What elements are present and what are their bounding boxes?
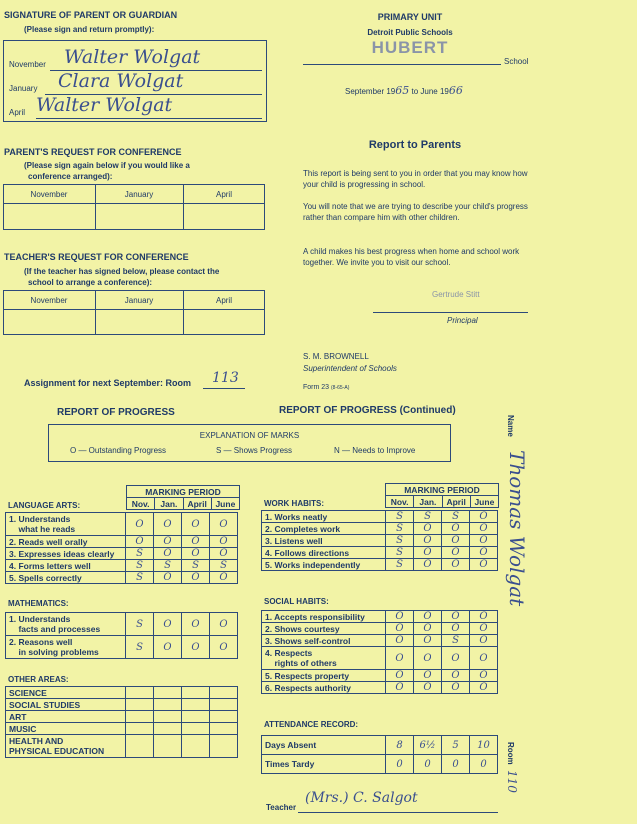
la-row-4-label: 4. Forms letters well <box>6 560 126 572</box>
legend-outstanding: O — Outstanding Progress <box>70 446 167 455</box>
mark <box>182 735 210 758</box>
principal-stamp: Gertrude Stitt <box>432 290 480 299</box>
mark: O <box>470 682 498 694</box>
mark: O <box>442 682 470 694</box>
parent-conference-title: PARENT'S REQUEST FOR CONFERENCE <box>4 147 182 157</box>
mark: O <box>210 636 238 659</box>
mark: O <box>126 513 154 536</box>
mark: O <box>182 613 210 636</box>
mark: O <box>470 523 498 535</box>
mark: S <box>126 560 154 572</box>
wh-row-2-label: 2. Completes work <box>262 523 386 535</box>
explanation-title: EXPLANATION OF MARKS <box>199 431 300 440</box>
explanation-box <box>48 424 451 462</box>
school-year <box>345 84 463 97</box>
signature-november: Walter Wolgat <box>64 46 201 68</box>
mark: S <box>210 560 238 572</box>
parent-conference-sub2: conference arranged): <box>28 172 113 181</box>
mark <box>182 711 210 723</box>
name-label: Name <box>506 415 515 437</box>
mark: O <box>414 523 442 535</box>
mark: O <box>414 635 442 647</box>
mark <box>210 723 238 735</box>
sh-row-6-label: 6. Respects authority <box>262 682 386 694</box>
mark <box>210 711 238 723</box>
other-social-studies: SOCIAL STUDIES <box>6 699 126 711</box>
mark: O <box>154 548 182 560</box>
mark: S <box>386 535 414 547</box>
mark: O <box>414 670 442 682</box>
teacher-conference-sub2: school to arrange a conference): <box>28 278 153 287</box>
mark: O <box>470 623 498 635</box>
mark: S <box>386 547 414 559</box>
mark: S <box>386 559 414 571</box>
parent-conference-sub1: (Please sign again below if you would like a <box>24 161 190 170</box>
mark: O <box>414 623 442 635</box>
language-arts-table <box>5 512 238 584</box>
mark: 0 <box>386 755 414 774</box>
teacher-conf-january: January <box>124 296 154 305</box>
mark <box>126 735 154 758</box>
mark: O <box>414 647 442 670</box>
mark: O <box>154 613 182 636</box>
signature-title: SIGNATURE OF PARENT OR GUARDIAN <box>4 10 178 20</box>
form-code: (8-65-A) <box>331 385 350 391</box>
report-to-parents-title: Report to Parents <box>368 139 462 151</box>
mark: O <box>182 636 210 659</box>
mark <box>126 687 154 699</box>
mark: O <box>386 670 414 682</box>
mark: O <box>414 682 442 694</box>
mark: 5 <box>442 736 470 755</box>
wh-row-5-label: 5. Works independently <box>262 559 386 571</box>
room-value: 110 <box>505 770 519 793</box>
period-nov: Nov. <box>386 496 414 508</box>
other-health-line1: HEALTH AND <box>9 736 64 746</box>
superintendent-title: Superintendent of Schools <box>303 364 397 373</box>
language-arts-title: LANGUAGE ARTS: <box>8 501 81 510</box>
mark <box>154 699 182 711</box>
assignment-room: 113 <box>212 370 239 386</box>
sh-row-5-label: 5. Respects property <box>262 670 386 682</box>
assignment-label: Assignment for next September: Room <box>24 378 192 388</box>
mark: O <box>182 572 210 584</box>
primary-unit: PRIMARY UNIT <box>377 12 443 22</box>
math-row-2-text2: in solving problems <box>18 647 99 657</box>
period-april: April <box>442 496 470 508</box>
room-label: Room <box>506 742 515 765</box>
mark: O <box>442 623 470 635</box>
mark: S <box>442 511 470 523</box>
mark: O <box>386 635 414 647</box>
la-row-5-label: 5. Spells correctly <box>6 572 126 584</box>
year-prefix: September 19 <box>345 87 396 96</box>
year-end: 66 <box>448 84 463 97</box>
legend-shows: S — Shows Progress <box>216 446 293 455</box>
other-areas-table <box>5 686 238 758</box>
period-april: April <box>183 498 211 510</box>
mark: O <box>442 611 470 623</box>
mark: O <box>210 613 238 636</box>
attendance-table <box>261 735 498 774</box>
intro-paragraph-1: This report is being sent to you in order that you may know how your child is progressing in school. <box>303 169 528 189</box>
language-arts-header <box>126 485 240 510</box>
year-start: 65 <box>395 84 410 97</box>
mark: O <box>210 548 238 560</box>
mark: O <box>470 559 498 571</box>
mark: O <box>442 647 470 670</box>
work-habits-title: WORK HABITS: <box>264 499 324 508</box>
sh-row-1-label: 1. Accepts responsibility <box>262 611 386 623</box>
la-row-1-text: 1. Understands <box>9 514 71 524</box>
mark: S <box>126 548 154 560</box>
period-june: June <box>211 498 239 510</box>
mark: O <box>470 647 498 670</box>
mark: O <box>126 536 154 548</box>
period-nov: Nov. <box>127 498 155 510</box>
mark: O <box>210 536 238 548</box>
mark: S <box>126 572 154 584</box>
mark <box>126 723 154 735</box>
mark: S <box>386 523 414 535</box>
teacher-conf-april: April <box>215 296 232 305</box>
mark: S <box>386 511 414 523</box>
other-science: SCIENCE <box>6 687 126 699</box>
mark: O <box>470 635 498 647</box>
superintendent-name: S. M. BROWNELL <box>303 352 369 361</box>
signature-subtitle: (Please sign and return promptly): <box>24 25 155 34</box>
form-label: Form 23 <box>303 384 330 391</box>
mark: 10 <box>470 736 498 755</box>
mark: O <box>414 535 442 547</box>
sh-row-4-label <box>262 647 386 670</box>
mark: O <box>442 523 470 535</box>
legend-needs: N — Needs to Improve <box>334 446 416 455</box>
mark: O <box>154 513 182 536</box>
mark: O <box>182 548 210 560</box>
mark: O <box>210 513 238 536</box>
mark: S <box>442 635 470 647</box>
mark: O <box>414 611 442 623</box>
la-row-2-label: 2. Reads well orally <box>6 536 126 548</box>
mark: 0 <box>442 755 470 774</box>
math-row-2-label <box>6 636 126 659</box>
progress-title-right: REPORT OF PROGRESS (Continued) <box>279 405 456 416</box>
mark: O <box>470 511 498 523</box>
mark: 0 <box>414 755 442 774</box>
math-row-1-text2: facts and processes <box>18 624 101 634</box>
parent-conf-november: November <box>30 190 68 199</box>
other-areas-title: OTHER AREAS: <box>8 675 69 684</box>
mark: O <box>154 572 182 584</box>
mark: O <box>154 536 182 548</box>
mark: O <box>442 535 470 547</box>
other-health-line2: PHYSICAL EDUCATION <box>9 746 105 756</box>
sh-row-3-label: 3. Shows self-control <box>262 635 386 647</box>
mark <box>210 699 238 711</box>
mark <box>126 699 154 711</box>
intro-paragraph-2: You will note that we are trying to describe your child's progress rather than compare him with other children. <box>303 202 528 222</box>
signature-april: Walter Wolgat <box>36 94 173 116</box>
mark: S <box>126 636 154 659</box>
mark: O <box>386 682 414 694</box>
mark: O <box>182 513 210 536</box>
mark: O <box>470 547 498 559</box>
sh-row-4-text2: rights of others <box>274 658 337 668</box>
intro-paragraph-3: A child makes his best progress when home and school work together. We invite you to visit our school. <box>303 247 520 267</box>
teacher-conf-november: November <box>30 296 68 305</box>
sig-label-november: November <box>9 60 46 69</box>
la-row-1-label <box>6 513 126 536</box>
year-mid: to June 19 <box>411 87 449 96</box>
mark: S <box>154 560 182 572</box>
sig-label-april: April <box>9 108 26 117</box>
mark: O <box>470 611 498 623</box>
signature-january: Clara Wolgat <box>58 70 184 92</box>
mark <box>154 711 182 723</box>
math-row-1-text: 1. Understands <box>9 614 71 624</box>
teacher-conference-title: TEACHER'S REQUEST FOR CONFERENCE <box>4 252 189 262</box>
parent-conf-january: January <box>124 190 154 199</box>
social-habits-title: SOCIAL HABITS: <box>264 597 329 606</box>
days-absent-label: Days Absent <box>262 736 386 755</box>
times-tardy-label: Times Tardy <box>262 755 386 774</box>
teacher-conference-sub1: (If the teacher has signed below, please contact the <box>24 267 220 276</box>
math-table <box>5 612 238 659</box>
mark: O <box>470 535 498 547</box>
social-habits-table <box>261 610 498 694</box>
mark: O <box>386 611 414 623</box>
mark <box>182 699 210 711</box>
mark: O <box>442 547 470 559</box>
mark: O <box>210 572 238 584</box>
mark <box>154 723 182 735</box>
school-label: School <box>504 57 529 66</box>
mark <box>210 687 238 699</box>
la-row-3-label: 3. Expresses ideas clearly <box>6 548 126 560</box>
mark <box>210 735 238 758</box>
attendance-title: ATTENDANCE RECORD: <box>264 720 359 729</box>
mark: S <box>126 613 154 636</box>
parent-conf-april: April <box>215 190 232 199</box>
mark: O <box>386 647 414 670</box>
mark: O <box>470 670 498 682</box>
student-name: Thomas Wolgat <box>505 450 529 607</box>
wh-row-3-label: 3. Listens well <box>262 535 386 547</box>
sh-row-4-text: 4. Respects <box>265 648 313 658</box>
mark: O <box>414 547 442 559</box>
other-music: MUSIC <box>6 723 126 735</box>
progress-title-left: REPORT OF PROGRESS <box>57 407 175 418</box>
mark: O <box>154 636 182 659</box>
period-june: June <box>470 496 498 508</box>
mark: 0 <box>470 755 498 774</box>
mark <box>126 711 154 723</box>
mark: O <box>182 536 210 548</box>
mark <box>182 687 210 699</box>
math-row-2-text: 2. Reasons well <box>9 637 73 647</box>
school-stamp: HUBERT <box>371 38 449 57</box>
la-row-1-text2: what he reads <box>18 524 76 534</box>
mark: 8 <box>386 736 414 755</box>
period-jan: Jan. <box>414 496 442 508</box>
other-art: ART <box>6 711 126 723</box>
wh-row-4-label: 4. Follows directions <box>262 547 386 559</box>
work-habits-header <box>385 483 499 508</box>
sh-row-2-label: 2. Shows courtesy <box>262 623 386 635</box>
mark: S <box>414 511 442 523</box>
mark: S <box>182 560 210 572</box>
other-health <box>6 735 126 758</box>
form-number <box>303 384 349 391</box>
math-title: MATHEMATICS: <box>8 599 69 608</box>
mark: O <box>442 559 470 571</box>
mark: O <box>442 670 470 682</box>
mark: 6½ <box>414 736 442 755</box>
marking-period-label: MARKING PERIOD <box>127 486 240 498</box>
mark <box>182 723 210 735</box>
marking-period-label: MARKING PERIOD <box>386 484 499 496</box>
mark: O <box>386 623 414 635</box>
mark <box>154 687 182 699</box>
mark: O <box>414 559 442 571</box>
work-habits-table <box>261 510 498 571</box>
sig-label-january: January <box>9 84 38 93</box>
mark <box>154 735 182 758</box>
teacher-label: Teacher <box>266 803 297 812</box>
teacher-signature: (Mrs.) C. Salgot <box>305 790 418 806</box>
math-row-1-label <box>6 613 126 636</box>
district-name: Detroit Public Schools <box>367 28 453 37</box>
period-jan: Jan. <box>155 498 183 510</box>
wh-row-1-label: 1. Works neatly <box>262 511 386 523</box>
principal-label: Principal <box>447 316 478 325</box>
